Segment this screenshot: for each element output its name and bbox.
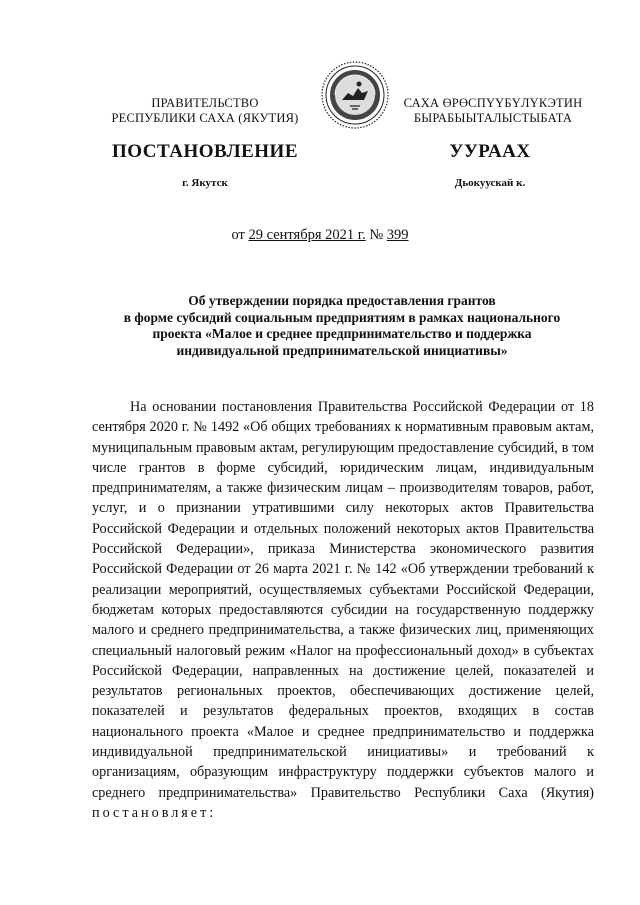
document-title xyxy=(92,293,592,359)
header-left-line1: ПРАВИТЕЛЬСТВО xyxy=(151,96,259,110)
doc-type-sah: УУРААХ xyxy=(449,141,531,162)
body-closing: постановляет: xyxy=(92,804,217,821)
date-value: 29 сентября 2021 г. xyxy=(248,227,366,243)
title-line: проекта «Малое и среднее предпринимательство и поддержка xyxy=(152,326,532,341)
doc-type-ru: ПОСТАНОВЛЕНИЕ xyxy=(111,141,299,162)
title-line: в форме субсидий социальным предприятиям в рамках национального xyxy=(123,309,561,325)
body-paragraph xyxy=(92,397,594,823)
city-ru: г. Якутск xyxy=(182,177,228,189)
title-line: Об утверждении порядка предоставления грантов xyxy=(188,293,496,308)
header-right-line1: САХА ӨРӨСПҮҮБҮЛҮКЭТИН xyxy=(403,96,583,110)
body-text: На основании постановления Правительства Российской Федерации от 18 сентября 2020 г. № 1492 «Об общих требованиях к нормативным правовым актам, муниципальным правовым актам, регулирующим предоставление субсидий, в том числе грантов в форме субсидий, юридическим лицам, индивидуальным предпринимателям, а также физическим лицам – производителям товаров, работ, услуг, и о признании утратившими силу некоторых актов Правительства Российской Федерации и отдельных положений некоторых актов Правительства Российской Федерации», приказа Министерства экономического развития Российской Федерации от 26 марта 2021 г. № 142 «Об утверждении требований к реализации мероприятий, осуществляемых субъектами Российской Федерации, бюджетам которых предоставляются субсидии на государственную поддержку малого и среднего предпринимательства, а также физических лиц, применяющих специальный налоговый режим «Налог на профессиональный доход» в субъектах Российской Федерации, направленных на достижение целей, показателей и результатов региональных проектов, обеспечивающих достижение целей, показателей и результатов федеральных проектов, входящих в состав национального проекта «Малое и среднее предпринимательство и поддержка индивидуальной предпринимательской инициативы» и требований к организациям, образующим инфраструктуру поддержки субъектов малого и среднего предпринимательства» Правительство Республики Саха (Якутия) xyxy=(92,399,594,801)
number-value: 399 xyxy=(386,227,409,243)
date-prefix: от xyxy=(231,227,249,243)
header-left-line2: РЕСПУБЛИКИ САХА (ЯКУТИЯ) xyxy=(111,111,299,125)
number-label: № xyxy=(365,227,387,243)
date-line xyxy=(0,227,640,244)
city-sah: Дьокуускай к. xyxy=(454,177,526,189)
title-line: индивидуальной предпринимательской инициативы» xyxy=(176,342,508,358)
header-right xyxy=(378,96,608,126)
header-left xyxy=(90,96,320,126)
header-right-line2: БЫРАБЫЫТАЛЫСТЫБАТА xyxy=(413,111,573,125)
